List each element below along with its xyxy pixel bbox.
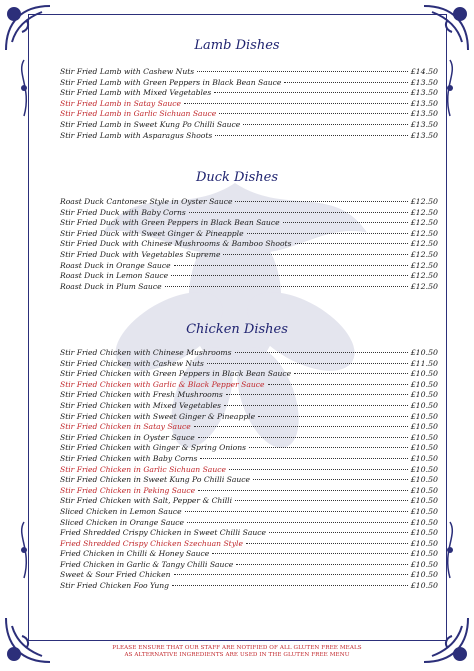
menu-item-price: £10.50 <box>410 528 438 538</box>
menu-item-price: £12.50 <box>410 207 438 217</box>
menu-item-price: £12.50 <box>410 239 438 249</box>
menu-item <box>60 120 438 131</box>
menu-item-price: £12.50 <box>410 197 438 206</box>
dot-leader <box>268 384 408 385</box>
menu-item-name: Stir Fried Chicken with Salt, Pepper & Chilli <box>60 496 233 506</box>
menu-item-name: Stir Fried Chicken with Ginger & Spring Onions <box>60 443 247 453</box>
menu-item <box>60 454 438 465</box>
frame-top-line <box>28 14 446 15</box>
menu-item <box>60 67 438 78</box>
dot-leader <box>184 103 408 104</box>
dot-leader <box>294 373 408 374</box>
menu-item-name: Stir Fried Chicken Foo Yung <box>60 581 170 591</box>
menu-item-name: Roast Duck Cantonese Style in Oyster Sauce <box>60 197 233 206</box>
menu-item <box>60 380 438 391</box>
menu-item-price: £12.50 <box>410 271 438 281</box>
menu-item-price: £10.50 <box>410 570 438 580</box>
menu-item-price: £10.50 <box>410 432 438 442</box>
menu-item <box>60 475 438 486</box>
menu-item-name: Stir Fried Duck with Vegetables Supreme <box>60 249 221 259</box>
dot-leader <box>269 532 408 533</box>
menu-item-name: Roast Duck in Lemon Sauce <box>60 271 169 281</box>
side-ornament-icon <box>440 58 460 118</box>
dot-leader <box>194 426 408 427</box>
menu-item-price: £10.50 <box>410 506 438 516</box>
menu-item-name: Stir Fried Lamb with Green Peppers in Black Bean Sauce <box>60 77 282 87</box>
menu-item <box>60 348 438 359</box>
menu-item-price: £10.50 <box>410 369 438 379</box>
dot-leader <box>226 394 408 395</box>
menu-item-price: £10.50 <box>410 475 438 485</box>
dot-leader <box>185 511 408 512</box>
dot-leader <box>207 363 408 364</box>
menu-item-price: £10.50 <box>410 538 438 548</box>
menu-item <box>60 359 438 370</box>
dot-leader <box>229 469 408 470</box>
menu-item-price: £10.50 <box>410 549 438 559</box>
menu-item <box>60 401 438 412</box>
menu-item <box>60 486 438 497</box>
menu-item <box>60 560 438 571</box>
dot-leader <box>243 124 407 125</box>
side-ornament-icon <box>14 520 34 580</box>
dot-leader <box>295 243 408 244</box>
menu-item-name: Sliced Chicken in Lemon Sauce <box>60 506 182 516</box>
menu-item-name: Stir Fried Chicken with Sweet Ginger & Pineapple <box>60 411 256 421</box>
menu-item <box>60 109 438 120</box>
lamb-items <box>60 67 438 141</box>
dot-leader <box>198 437 408 438</box>
menu-item-price: £12.50 <box>410 281 438 291</box>
dot-leader <box>212 553 407 554</box>
menu-item <box>60 369 438 380</box>
frame-bottom-line <box>28 640 446 641</box>
dot-leader <box>198 490 408 491</box>
menu-item-name: Roast Duck in Plum Sauce <box>60 281 162 291</box>
dot-leader <box>174 265 408 266</box>
menu-item <box>60 443 438 454</box>
dot-leader <box>246 543 408 544</box>
dot-leader <box>215 135 407 136</box>
menu-item-price: £10.50 <box>410 390 438 400</box>
menu-item-name: Stir Fried Lamb in Satay Sauce <box>60 98 181 108</box>
menu-item <box>60 99 438 110</box>
menu-item <box>60 78 438 89</box>
menu-item <box>60 250 438 261</box>
menu-item <box>60 496 438 507</box>
menu-item-name: Stir Fried Chicken with Baby Corns <box>60 453 198 463</box>
menu-item-name: Stir Fried Lamb with Cashew Nuts <box>60 67 195 76</box>
dot-leader <box>219 113 407 114</box>
menu-item <box>60 507 438 518</box>
menu-item-price: £10.50 <box>410 422 438 432</box>
menu-item-price: £10.50 <box>410 485 438 495</box>
menu-item-name: Stir Fried Duck with Baby Corns <box>60 207 186 217</box>
menu-item-price: £10.50 <box>410 453 438 463</box>
menu-item-price: £10.50 <box>410 348 438 357</box>
menu-item-name: Stir Fried Chicken in Oyster Sauce <box>60 432 195 442</box>
menu-item <box>60 518 438 529</box>
menu-item-price: £11.50 <box>410 358 438 368</box>
menu-item-price: £14.50 <box>410 67 438 76</box>
menu-item-name: Roast Duck in Orange Sauce <box>60 260 171 270</box>
menu-item <box>60 422 438 433</box>
menu-item-name: Stir Fried Chicken in Garlic Sichuan Sauce <box>60 464 226 474</box>
section-title-lamb: Lamb Dishes <box>194 38 280 53</box>
dot-leader <box>258 416 408 417</box>
menu-item-price: £10.50 <box>410 581 438 591</box>
menu-item-name: Stir Fried Lamb in Sweet Kung Po Chilli Sauce <box>60 119 241 129</box>
dot-leader <box>174 574 408 575</box>
menu-item <box>60 197 438 208</box>
menu-item-name: Sweet & Sour Fried Chicken <box>60 570 171 580</box>
dot-leader <box>165 286 408 287</box>
menu-item-price: £12.50 <box>410 228 438 238</box>
dot-leader <box>283 222 408 223</box>
menu-item-price: £12.50 <box>410 249 438 259</box>
dot-leader <box>247 233 408 234</box>
side-ornament-icon <box>14 58 34 118</box>
menu-item-price: £10.50 <box>410 464 438 474</box>
menu-item-name: Stir Fried Chicken in Satay Sauce <box>60 422 191 432</box>
dot-leader <box>223 254 407 255</box>
menu-item-name: Stir Fried Chicken with Green Peppers in Black Bean Sauce <box>60 369 292 379</box>
dot-leader <box>200 458 407 459</box>
menu-item-price: £13.50 <box>410 119 438 129</box>
menu-item-name: Fried Chicken in Chilli & Honey Sauce <box>60 549 210 559</box>
dot-leader <box>171 275 408 276</box>
menu-item-name: Stir Fried Chicken in Peking Sauce <box>60 485 196 495</box>
menu-item-price: £10.50 <box>410 411 438 421</box>
menu-item <box>60 218 438 229</box>
chicken-items <box>60 348 438 592</box>
menu-item-price: £10.50 <box>410 517 438 527</box>
menu-item-name: Stir Fried Duck with Green Peppers in Black Bean Sauce <box>60 218 280 228</box>
menu-item-price: £13.50 <box>410 109 438 119</box>
menu-item <box>60 229 438 240</box>
menu-item <box>60 208 438 219</box>
section-title-duck: Duck Dishes <box>195 170 279 185</box>
side-ornament-icon <box>440 520 460 580</box>
menu-item-name: Fried Shredded Crispy Chicken Szechuan Style <box>60 538 243 548</box>
menu-item <box>60 131 438 142</box>
dot-leader <box>172 585 408 586</box>
menu-item-name: Stir Fried Lamb with Asparagus Shoots <box>60 130 213 140</box>
menu-item <box>60 88 438 99</box>
menu-item-price: £10.50 <box>410 379 438 389</box>
menu-item-price: £13.50 <box>410 98 438 108</box>
dot-leader <box>249 447 408 448</box>
menu-item <box>60 239 438 250</box>
menu-item-price: £10.50 <box>410 400 438 410</box>
menu-item-price: £10.50 <box>410 559 438 569</box>
menu-item-name: Stir Fried Chicken with Garlic & Black Pepper Sauce <box>60 379 265 389</box>
menu-item <box>60 261 438 272</box>
menu-item-name: Stir Fried Duck with Sweet Ginger & Pineapple <box>60 228 244 238</box>
gluten-notice <box>40 645 434 659</box>
dot-leader <box>284 82 407 83</box>
gluten-notice-line-2: AS ALTERNATIVE INGREDIENTS ARE USED IN THE GLUTEN FREE MENU <box>124 652 350 658</box>
dot-leader <box>235 201 407 202</box>
menu-item-name: Sliced Chicken in Orange Sauce <box>60 517 185 527</box>
menu-item <box>60 412 438 423</box>
dot-leader <box>187 522 408 523</box>
dot-leader <box>214 92 407 93</box>
menu-item <box>60 549 438 560</box>
dot-leader <box>235 352 408 353</box>
menu-item <box>60 271 438 282</box>
menu-item-price: £13.50 <box>410 77 438 87</box>
menu-item-price: £10.50 <box>410 496 438 506</box>
menu-item <box>60 390 438 401</box>
menu-item-name: Fried Chicken in Garlic & Tangy Chilli Sauce <box>60 559 234 569</box>
menu-item-price: £13.50 <box>410 130 438 140</box>
menu-item-name: Fried Shredded Crispy Chicken in Sweet Chilli Sauce <box>60 528 267 538</box>
dot-leader <box>189 212 408 213</box>
menu-item-name: Stir Fried Chicken with Mixed Vegetables <box>60 400 222 410</box>
menu-item <box>60 282 438 293</box>
dot-leader <box>224 405 408 406</box>
gluten-notice-line-1: PLEASE ENSURE THAT OUR STAFF ARE NOTIFIED OF ALL GLUTEN FREE MEALS <box>112 645 362 651</box>
menu-item-name: Stir Fried Chicken with Cashew Nuts <box>60 358 204 368</box>
menu-item-name: Stir Fried Duck with Chinese Mushrooms & Bamboo Shoots <box>60 239 292 249</box>
menu-item-name: Stir Fried Chicken with Fresh Mushrooms <box>60 390 223 400</box>
section-title-chicken: Chicken Dishes <box>186 322 288 337</box>
menu-item-price: £13.50 <box>410 88 438 98</box>
menu-item-price: £12.50 <box>410 218 438 228</box>
dot-leader <box>253 479 408 480</box>
menu-item-price: £10.50 <box>410 443 438 453</box>
menu-item <box>60 570 438 581</box>
menu-item-name: Stir Fried Chicken with Chinese Mushrooms <box>60 348 232 357</box>
menu-item-name: Stir Fried Chicken in Sweet Kung Po Chilli Sauce <box>60 475 251 485</box>
menu-item-name: Stir Fried Lamb in Garlic Sichuan Sauce <box>60 109 217 119</box>
dot-leader <box>235 500 408 501</box>
dot-leader <box>236 564 408 565</box>
duck-items <box>60 197 438 292</box>
menu-item <box>60 465 438 476</box>
dot-leader <box>197 71 408 72</box>
menu-item <box>60 539 438 550</box>
menu-item-name: Stir Fried Lamb with Mixed Vegetables <box>60 88 212 98</box>
menu-item-price: £12.50 <box>410 260 438 270</box>
menu-item <box>60 528 438 539</box>
menu-item <box>60 581 438 592</box>
menu-item <box>60 433 438 444</box>
